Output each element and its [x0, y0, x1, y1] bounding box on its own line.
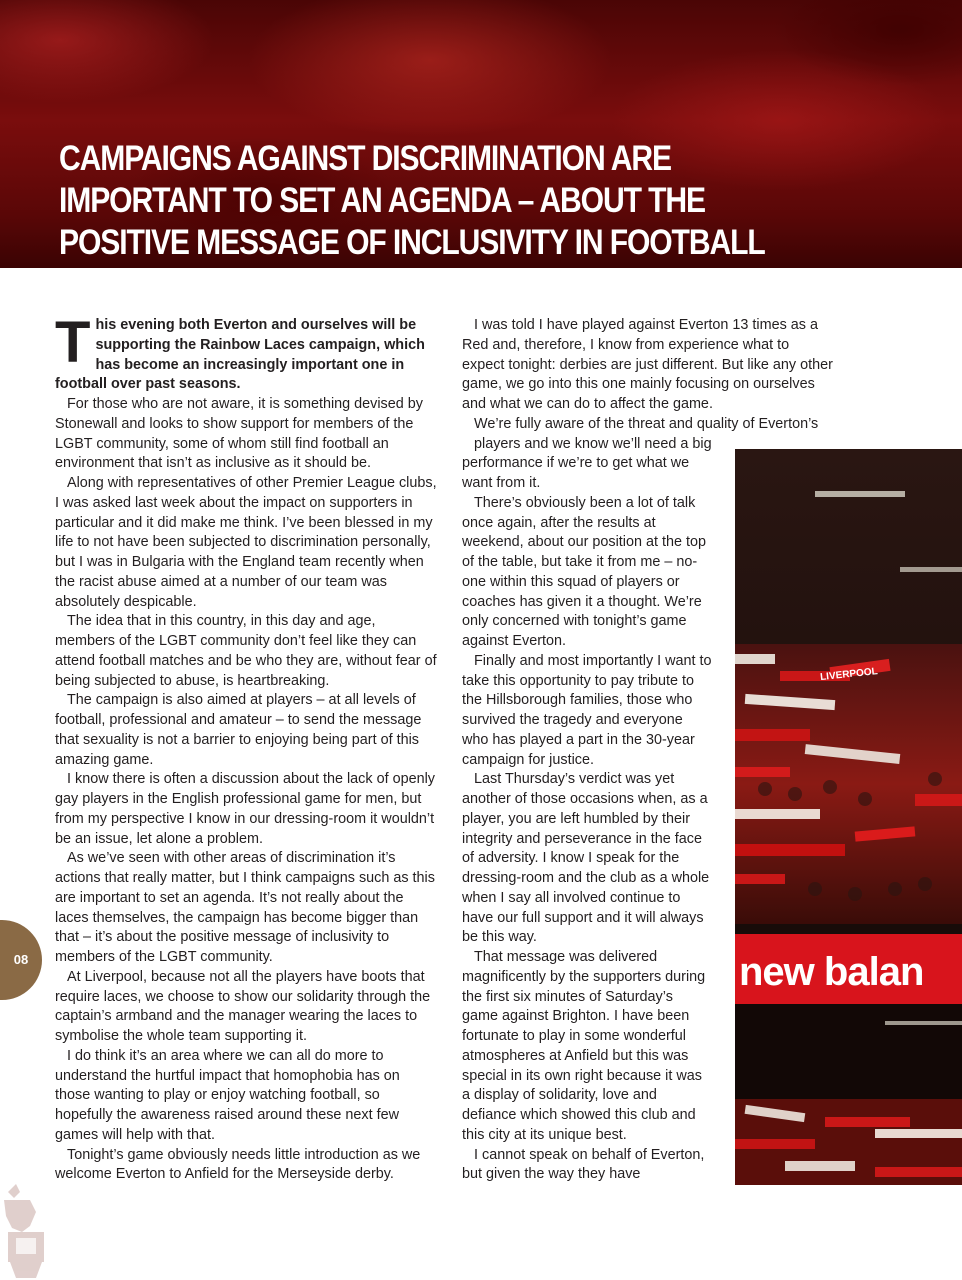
- body-paragraph: As we’ve seen with other areas of discrimination it’s actions that really matter, but I think campaigns such as this are important to set an agenda. It’s not really about the laces themselves, the campaign has become bigger than that – it’s about the positive message of inclusivity to members of the LGBT community.: [55, 850, 435, 965]
- crowd-photo: [735, 449, 962, 1185]
- body-paragraph: I was told I have played against Everton 13 times as a Red and, therefore, I know from experience what to expect tonight: derbies are just different. But like any other game, we go into this one mainly focusing on ourselves and what we can do to affect the game.: [462, 317, 833, 412]
- scarf-text: LIVERPOOL: [819, 666, 879, 684]
- header-banner: [0, 0, 962, 268]
- paragraph-first-line: We’re fully aware of the threat and quality of Everton’s: [474, 415, 819, 432]
- lead-paragraph: [55, 310, 437, 395]
- body-paragraph: I cannot speak on behalf of Everton, but given the way they have: [462, 1146, 705, 1183]
- advertising-board-text: new balan: [739, 950, 924, 994]
- lead-text: his evening both Everton and ourselves will be supporting the Rainbow Laces campaign, which has become an increasingly important one in football over past seasons.: [55, 317, 425, 393]
- body-paragraph: That message was delivered magnificently by the supporters during the first six minutes of Saturday’s game against Brighton. I have been fortunate to play in some wonderful atmospheres at Anfield but this was special in its own right because it was a display of solidarity, love and defiance which showed this club and this city at its unique best.: [462, 949, 706, 1143]
- article-column-left: [55, 310, 437, 1185]
- body-paragraph: Along with representatives of other Premier League clubs, I was asked last week about the impact on supporters in particular and it did make me think. I’ve been blessed in my life to not have been subjected to discrimination personally, but I was in Bulgaria with the England team recently when the racist abuse aimed at a number of our team was absolutely despicable.: [55, 475, 437, 610]
- floodlight: [815, 491, 905, 497]
- body-paragraph: I do think it’s an area where we can all do more to understand the hurtful impact that homophobia has on those wanting to play or enjoy watching football, so hopefully the awareness raised around these next few games will help with that.: [55, 1047, 400, 1143]
- body-paragraph: I know there is often a discussion about the lack of openly gay players in the English professional game for men, but from my perspective I know in our dressing-room it wouldn’t be an issue, let alone a problem.: [55, 771, 435, 847]
- headline: CAMPAIGNS AGAINST DISCRIMINATION ARE IMPORTANT TO SET AN AGENDA – ABOUT THE POSITIVE MESSAGE OF INCLUSIVITY IN FOOTBALL: [59, 139, 765, 262]
- body-paragraph: The campaign is also aimed at players – at all levels of football, professional and amateur – to send the message that sexuality is not a barrier to enjoying being part of this amazing game.: [55, 692, 422, 768]
- liverbird-crest-icon: [0, 1182, 52, 1280]
- narrow-text-block: [462, 494, 712, 1185]
- page-number-tab: [0, 920, 42, 1000]
- body-paragraph: Tonight’s game obviously needs little introduction as we welcome Everton to Anfield for the Merseyside derby.: [55, 1146, 421, 1183]
- floodlight: [900, 567, 962, 572]
- body-paragraph: Last Thursday’s verdict was yet another of those occasions when, as a player, you are left humbled by their integrity and perseverance in the face of adversity. I know I speak for the dressing-room and the club as a whole when I say all involved continue to have our full support and it will always be this way.: [462, 771, 710, 946]
- paragraph-continuation: players and we know we’ll need a big performance if we’re to get what we want from it.: [462, 435, 712, 491]
- body-paragraph: For those who are not aware, it is something devised by Stonewall and looks to show support for members of the LGBT community, some of whom still find football an environment that isn’t as inclusive as it should be.: [55, 396, 423, 472]
- drop-cap: T: [55, 310, 91, 375]
- body-paragraph: There’s obviously been a lot of talk once again, after the results at weekend, about our position at the top of the table, but take it from me – no-one within this squad of players or coaches has given it a thought. We’re only concerned with tonight’s game against Everton.: [462, 494, 707, 649]
- page-number: 08: [13, 952, 29, 967]
- crowd-photo-art: [735, 449, 962, 1185]
- body-paragraph: Finally and most importantly I want to take this opportunity to pay tribute to the Hillsborough families, those who survived the tragedy and everyone who has played a part in the 30-year campaign for justice.: [462, 652, 712, 768]
- body-paragraph: At Liverpool, because not all the players have boots that require laces, we choose to show our solidarity through the captain’s armband and the manager wearing the laces to symbolise the whole team supporting it.: [55, 968, 431, 1044]
- body-paragraph: The idea that in this country, in this day and age, members of the LGBT community don’t feel like they can attend football matches and be who they are, without fear of being subjected to abuse, is heartbreaking.: [55, 613, 437, 689]
